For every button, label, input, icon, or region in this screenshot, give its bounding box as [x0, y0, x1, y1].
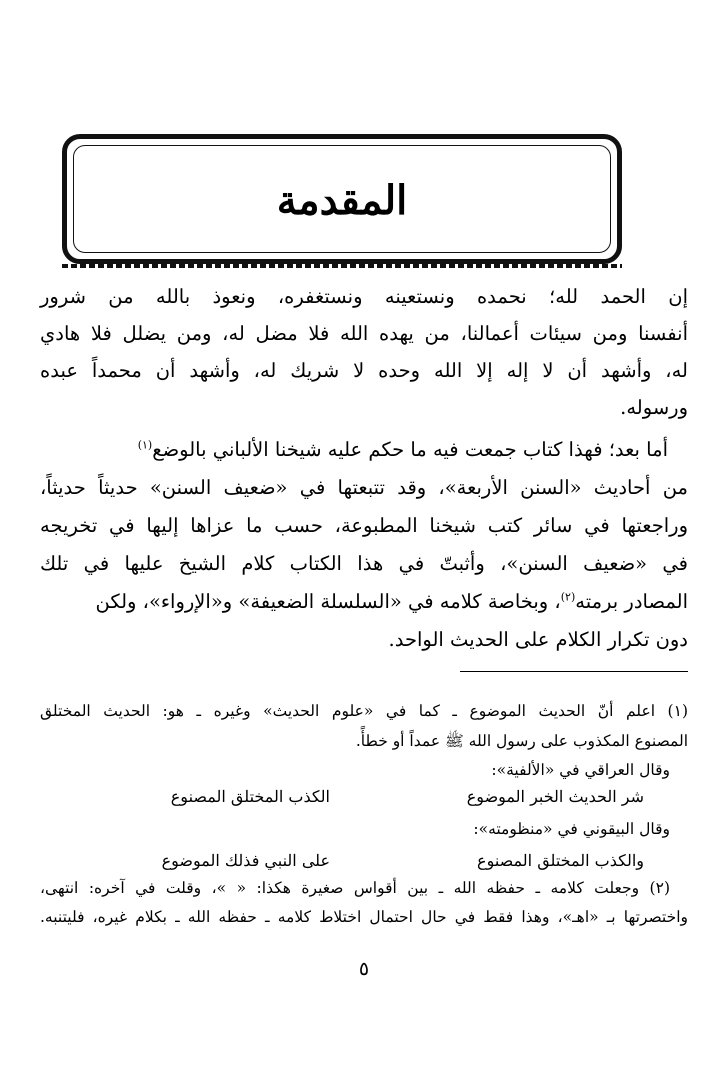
text-span: ، وبخاصة كلامه في «السلسلة الضعيفة» و«الإرواء»، ولكن — [95, 590, 561, 613]
text-line: دون تكرار الكلام على الحديث الواحد. — [388, 628, 688, 651]
text-span: أما بعد؛ فهذا كتاب جمعت فيه ما حكم عليه شيخنا الألباني بالوضع — [152, 438, 668, 461]
verse-hemistich: الكذب المختلق المصنوع — [170, 787, 330, 806]
footnote-line: وقال البيقوني في «منظومته»: — [473, 820, 670, 838]
text-line: من أحاديث «السنن الأربعة»، وقد تتبعتها في «ضعيف السنن» حديثاً حديثاً، — [40, 476, 688, 499]
page-title: المقدمة — [276, 177, 408, 224]
text-line — [40, 590, 688, 613]
verse-hemistich: على النبي فذلك الموضوع — [161, 851, 330, 870]
footnote-divider — [460, 671, 688, 672]
verse-hemistich: شر الحديث الخبر الموضوع — [466, 787, 644, 806]
footnote-line: (٢) وجعلت كلامه ـ حفظه الله ـ بين أقواس صغيرة هكذا: « »، وقلت في آخره: انتهى، — [40, 879, 670, 897]
footnote-line: وقال العراقي في «الألفية»: — [491, 761, 670, 779]
text-line: أنفسنا ومن سيئات أعمالنا، من يهده الله فلا مضل له، ومن يضلل فلا هادي — [40, 322, 688, 345]
footnote-line: المصنوع المكذوب على رسول الله ﷺ عمداً أو خطأً. — [355, 732, 688, 750]
text-line — [40, 438, 668, 461]
footnote-line: (١) اعلم أنّ الحديث الموضوع ـ كما في «علوم الحديث» وغيره ـ هو: الحديث المختلق — [40, 702, 688, 720]
text-span: المصادر برمته — [575, 590, 688, 613]
text-line: في «ضعيف السنن»، وأثبتّ في هذا الكتاب كلام الشيخ عليها في تلك — [40, 552, 688, 575]
text-line: له، وأشهد أن لا إله إلا الله وحده لا شريك له، وأشهد أن محمداً عبده — [40, 359, 688, 382]
text-line: ورسوله. — [620, 396, 688, 419]
text-line: إن الحمد لله؛ نحمده ونستعينه ونستغفره، ونعوذ بالله من شرور — [40, 285, 688, 308]
footnote-marker: (١) — [137, 438, 153, 452]
verse-hemistich: والكذب المختلق المصنوع — [477, 851, 644, 870]
footnote-marker: (٢) — [560, 590, 576, 604]
text-line: وراجعتها في سائر كتب شيخنا المطبوعة، حسب ما عزاها إليها في تخريجه — [40, 514, 688, 537]
footnote-line: واختصرتها بـ «اهـ»، وهذا فقط في حال احتمال اختلاط كلامه ـ حفظه الله ـ بكلام غيره، فليتنبه. — [40, 908, 688, 926]
title-frame — [62, 134, 622, 264]
page-number: ٥ — [358, 958, 370, 980]
